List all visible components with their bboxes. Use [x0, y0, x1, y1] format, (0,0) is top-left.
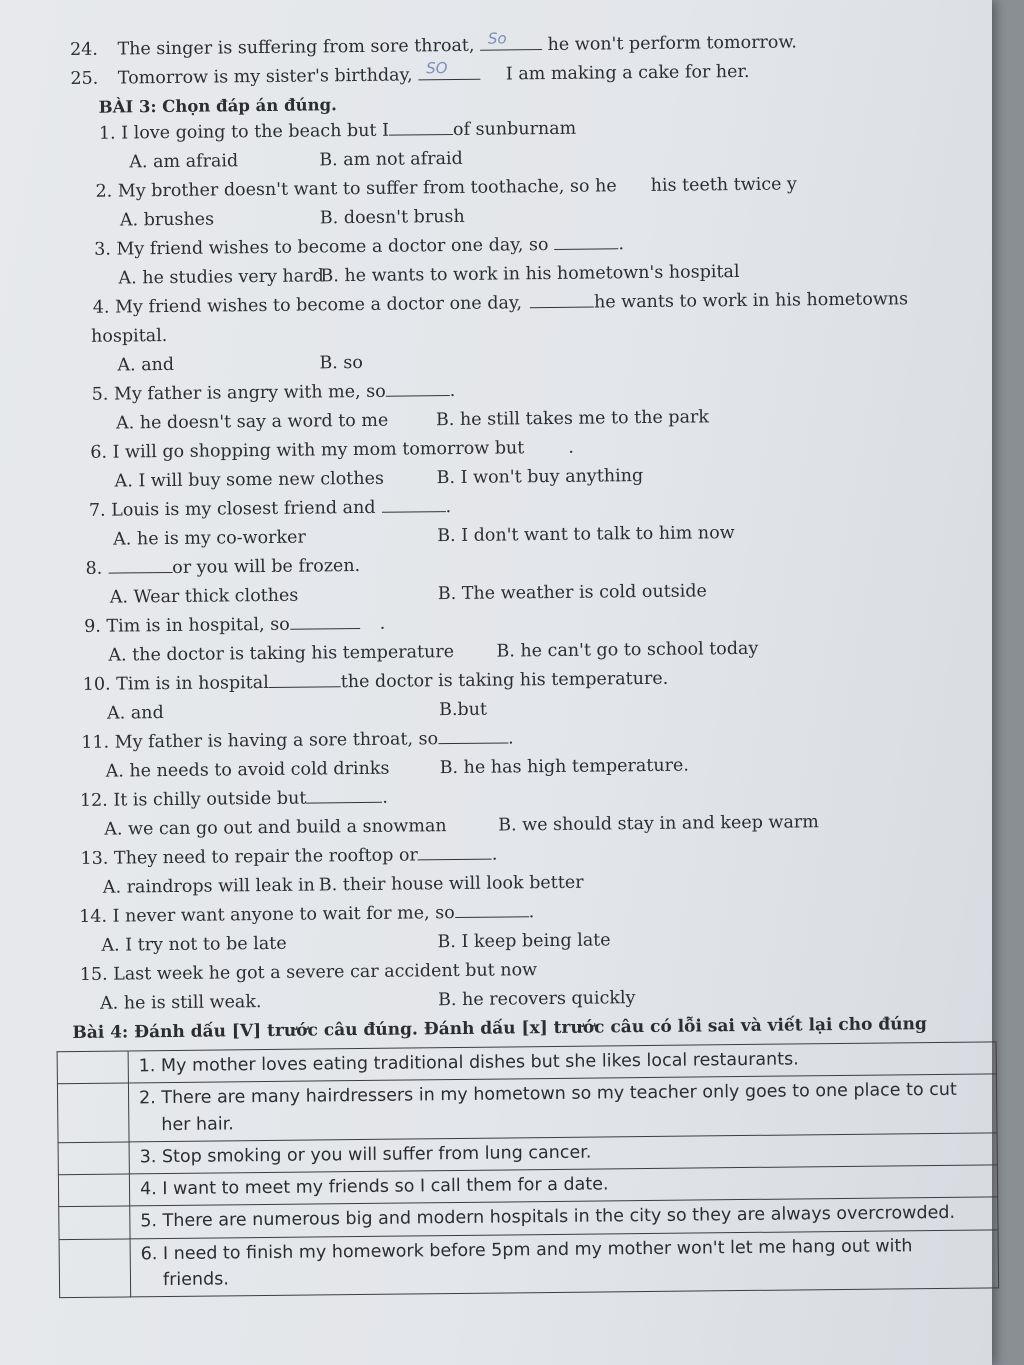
item-number: 24.	[70, 39, 99, 60]
answer-blank	[386, 381, 450, 397]
table-row	[57, 1074, 997, 1142]
mark-cell[interactable]	[58, 1174, 129, 1207]
option-a[interactable]: A. he needs to avoid cold drinks	[105, 758, 390, 782]
question-stem: 1. I love going to the beach but I	[98, 120, 390, 144]
answer-blank	[306, 788, 382, 804]
sentence-cell	[130, 1229, 999, 1297]
question-stem: 4. My friend wishes to become a doctor one day,	[92, 293, 523, 318]
question-stem: 7. Louis is my closest friend and	[88, 497, 376, 521]
question-stem: 2. My brother doesn't want to suffer from toothache, so he	[95, 176, 617, 202]
sentence-text: 6. I need to finish my homework before 5pm and my mother won't let me hang out with	[140, 1235, 913, 1264]
question-stem-end: or you will be frozen.	[172, 555, 361, 578]
answer-blank	[438, 728, 508, 744]
mark-cell[interactable]	[57, 1051, 128, 1084]
question-stem-end: .	[528, 902, 535, 923]
section-3-heading: BÀI 3: Chọn đáp án đúng.	[98, 95, 337, 117]
answer-blank	[554, 234, 618, 250]
question-stem: 8.	[85, 558, 103, 579]
option-a[interactable]: A. I try not to be late	[101, 933, 287, 956]
question-stem-end: .	[445, 497, 452, 518]
option-a[interactable]: A. Wear thick clothes	[109, 585, 299, 608]
question-stem: 10. Tim is in hospital	[82, 672, 269, 695]
option-a[interactable]: A. am afraid	[129, 151, 239, 173]
question-stem-end: the doctor is taking his temperature.	[340, 668, 669, 693]
option-b[interactable]: B.but	[438, 699, 488, 721]
option-a[interactable]: A. he is still weak.	[99, 992, 262, 1014]
item-text-after: I am making a cake for her.	[505, 61, 750, 85]
worksheet-content	[70, 31, 983, 1298]
answer-blank	[418, 59, 480, 81]
question-stem: 6. I will go shopping with my mom tomorrow but	[90, 438, 525, 463]
option-b[interactable]: B. doesn't brush	[319, 206, 465, 229]
answer-blank	[108, 558, 172, 574]
option-a[interactable]: A. and	[117, 354, 175, 376]
option-b[interactable]: B. so	[319, 352, 364, 374]
question-stem: 3. My friend wishes to become a doctor one day, so	[94, 235, 549, 260]
option-b[interactable]: B. The weather is cold outside	[437, 581, 707, 605]
option-a[interactable]: A. he is my co-worker	[113, 527, 306, 550]
mark-cell[interactable]	[59, 1238, 131, 1297]
option-b[interactable]: B. we should stay in and keep warm	[498, 812, 819, 836]
correction-table	[57, 1041, 1000, 1298]
item-text-after: he won't perform tomorrow.	[547, 32, 797, 55]
sentence-text: 4. I want to meet my friends so I call them for a date.	[139, 1174, 609, 1200]
option-b[interactable]: B. am not afraid	[319, 148, 463, 171]
option-b[interactable]: B. he can't go to school today	[496, 638, 759, 662]
option-b[interactable]: B. he has high temperature.	[439, 755, 690, 779]
item-text-before: The singer is suffering from sore throat,	[117, 35, 475, 60]
question-stem-end: .	[568, 437, 574, 458]
sentence-text: 3. Stop smoking or you will suffer from lung cancer.	[139, 1142, 592, 1168]
sentence-text: 2. There are many hairdressers in my hometown so my teacher only goes to one place to cut	[138, 1080, 957, 1109]
question-stem: 12. It is chilly outside but	[79, 788, 307, 811]
option-b[interactable]: B. I won't buy anything	[436, 466, 644, 489]
handwritten-answer: So	[487, 29, 507, 48]
sentence-text: 1. My mother loves eating traditional dishes but she likes local restaurants.	[138, 1049, 799, 1077]
question-stem-end: .	[491, 844, 498, 865]
option-b[interactable]: B. their house will look better	[318, 872, 584, 896]
sentence-cell	[128, 1074, 997, 1142]
question-stem-end: .	[449, 380, 456, 402]
section-3-questions	[71, 115, 980, 1023]
item-number: 25.	[70, 68, 99, 89]
option-a[interactable]: A. the doctor is taking his temperature	[108, 642, 455, 666]
question-stem: 15. Last week he got a severe car accident but now	[79, 960, 538, 985]
question-4-continuation: hospital.	[91, 325, 168, 347]
option-a[interactable]: A. he studies very hard	[118, 266, 324, 289]
option-b[interactable]: B. he wants to work in his hometown's hospital	[320, 262, 740, 287]
option-b[interactable]: B. he still takes me to the park	[435, 407, 710, 431]
question-stem-end: .	[618, 234, 625, 255]
mark-cell[interactable]	[58, 1142, 129, 1175]
table-row	[59, 1229, 999, 1297]
option-a[interactable]: A. brushes	[119, 209, 215, 231]
handwritten-answer: SO	[426, 59, 448, 78]
question-stem: 11. My father is having a sore throat, so	[81, 729, 439, 753]
option-a[interactable]: A. he doesn't say a word to me	[115, 410, 389, 434]
question-stem-end: .	[382, 787, 389, 808]
question-stem: 14. I never want anyone to wait for me, so	[79, 903, 455, 927]
question-stem-end: .	[379, 613, 386, 634]
question-stem: 13. They need to repair the rooftop or	[80, 845, 418, 869]
option-a[interactable]: A. raindrops will leak in	[102, 875, 316, 898]
option-b[interactable]: B. he recovers quickly	[437, 988, 636, 1011]
sentence-text: 5. There are numerous big and modern hospitals in the city so they are always overcrowded.	[140, 1203, 956, 1232]
answer-blank	[530, 293, 594, 309]
answer-blank	[290, 614, 360, 630]
section-4-heading: Bài 4: Đánh dấu [V] trước câu đúng. Đánh dấu [x] trước câu có lỗi sai và viết lại cho đúng	[72, 1014, 927, 1044]
sentence-continuation: friends.	[162, 1269, 229, 1290]
answer-blank	[480, 29, 542, 51]
option-a[interactable]: A. we can go out and build a snowman	[104, 816, 447, 840]
question-stem-end: .	[507, 728, 514, 749]
question-stem-end: of sunburnam	[452, 118, 577, 140]
option-b[interactable]: B. I keep being late	[437, 930, 611, 953]
answer-blank	[418, 845, 492, 861]
question-stem: 9. Tim is in hospital, so	[84, 614, 290, 637]
option-a[interactable]: A. I will buy some new clothes	[114, 468, 384, 492]
question-stem-end: he wants to work in his hometowns	[593, 289, 909, 313]
mark-cell[interactable]	[57, 1083, 129, 1142]
question-stem: 5. My father is angry with me, so	[91, 381, 386, 405]
sentence-continuation: her hair.	[161, 1113, 234, 1135]
answer-blank	[381, 497, 445, 513]
option-a[interactable]: A. and	[106, 703, 164, 724]
item-text-before: Tomorrow is my sister's birthday,	[117, 65, 413, 89]
option-b[interactable]: B. I don't want to talk to him now	[437, 523, 735, 547]
answer-blank	[389, 120, 453, 136]
question-stem-end: his teeth twice y	[650, 174, 798, 196]
mark-cell[interactable]	[59, 1206, 130, 1239]
answer-blank	[269, 672, 341, 688]
answer-blank	[455, 902, 529, 918]
